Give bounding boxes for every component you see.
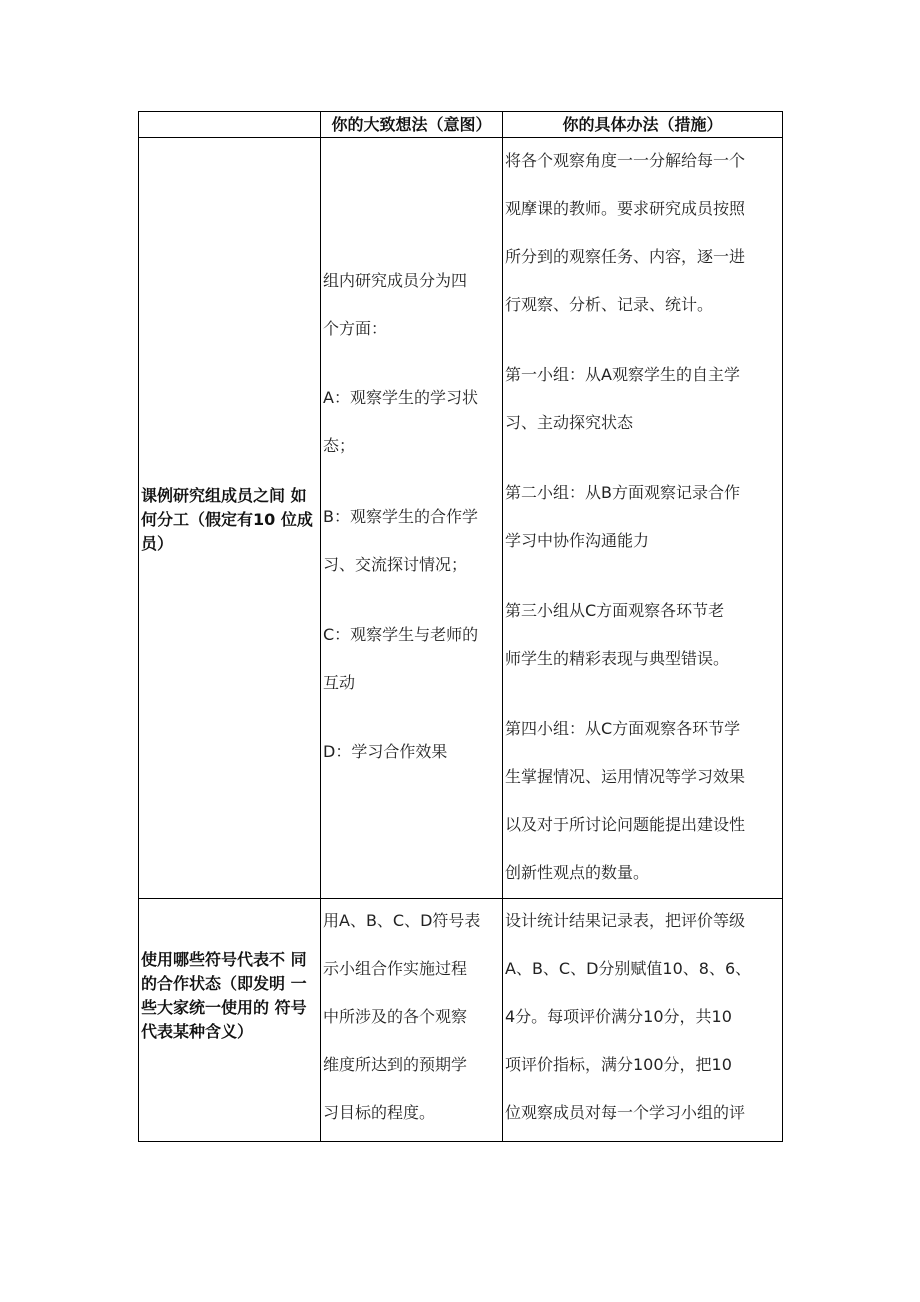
measure-line: 创新性观点的数量。	[505, 863, 650, 882]
idea-line: 中所涉及的各个观察	[323, 1007, 468, 1026]
measure-line: 行观察、分析、记录、统计。	[505, 295, 714, 314]
measure-line: 师学生的精彩表现与典型错误。	[505, 649, 730, 668]
row-label-line: 符号代表某种含义）	[141, 998, 307, 1041]
idea-line: 维度所达到的预期学	[323, 1055, 468, 1074]
measure-line: 4分。每项评价满分10分，共10	[505, 1007, 732, 1026]
idea-line: 组内研究成员分为四	[323, 271, 468, 290]
plan-table	[138, 111, 783, 1142]
row-divider	[139, 898, 782, 899]
idea-line: 用A、B、C、D符号表	[323, 911, 481, 930]
row-label-line: 同的合作状态（即发明	[141, 950, 307, 993]
header-cell-empty	[139, 114, 320, 136]
measure-line: 第三小组从C方面观察各环节老	[505, 601, 725, 620]
idea-line: 示小组合作实施过程	[323, 959, 468, 978]
idea-line: C：观察学生与老师的	[323, 625, 479, 644]
measure-line: 以及对于所讨论问题能提出建设性	[505, 815, 746, 834]
idea-line: 个方面：	[323, 319, 388, 338]
measure-line: 项评价指标，满分100分，把10	[505, 1055, 732, 1074]
measure-line: 位观察成员对每一个学习小组的评	[505, 1103, 746, 1122]
idea-line: 习、交流探讨情况；	[323, 555, 468, 574]
measure-line: 学习中协作沟通能力	[505, 531, 650, 550]
row-label-line: 课例研究组成员之间	[141, 486, 286, 505]
row-label-line: 使用哪些符号代表不	[141, 950, 286, 969]
measure-line: 第二小组：从B方面观察记录合作	[505, 483, 740, 502]
row-label-line: 一些大家统一使用的	[141, 974, 307, 1017]
measure-line: 设计统计结果记录表，把评价等级	[505, 911, 746, 930]
idea-cell-symbols	[323, 909, 480, 1149]
measure-line: 将各个观察角度一一分解给每一个	[505, 151, 746, 170]
column-divider	[502, 112, 503, 1141]
idea-line: 习目标的程度。	[323, 1103, 436, 1122]
measure-cell-symbols	[505, 909, 751, 1149]
row-label-line: 如何分工（假定有10	[141, 486, 307, 529]
measure-line: 观摩课的教师。要求研究成员按照	[505, 199, 746, 218]
idea-line: B：观察学生的合作学	[323, 507, 478, 526]
row-label-symbols	[141, 948, 321, 1044]
header-idea: 你的大致想法（意图）	[331, 115, 492, 134]
measure-line: 生掌握情况、运用情况等学习效果	[505, 767, 746, 786]
measure-line: 第四小组：从C方面观察各环节学	[505, 719, 741, 738]
measure-line: A、B、C、D分别赋值10、8、6、	[505, 959, 752, 978]
measure-line: 习、主动探究状态	[505, 413, 634, 432]
measure-line: 第一小组：从A观察学生的自主学	[505, 365, 740, 384]
row-label-line: 位成员）	[141, 510, 313, 553]
idea-line: D：学习合作效果	[323, 742, 448, 761]
header-measure: 你的具体办法（措施）	[562, 115, 723, 134]
row-divider	[139, 137, 782, 138]
idea-line: 互动	[323, 673, 356, 692]
row-label-division	[141, 484, 321, 556]
measure-line: 所分到的观察任务、内容，逐一进	[505, 247, 746, 266]
idea-line: 态；	[323, 436, 356, 455]
idea-line: A：观察学生的学习状	[323, 388, 478, 407]
